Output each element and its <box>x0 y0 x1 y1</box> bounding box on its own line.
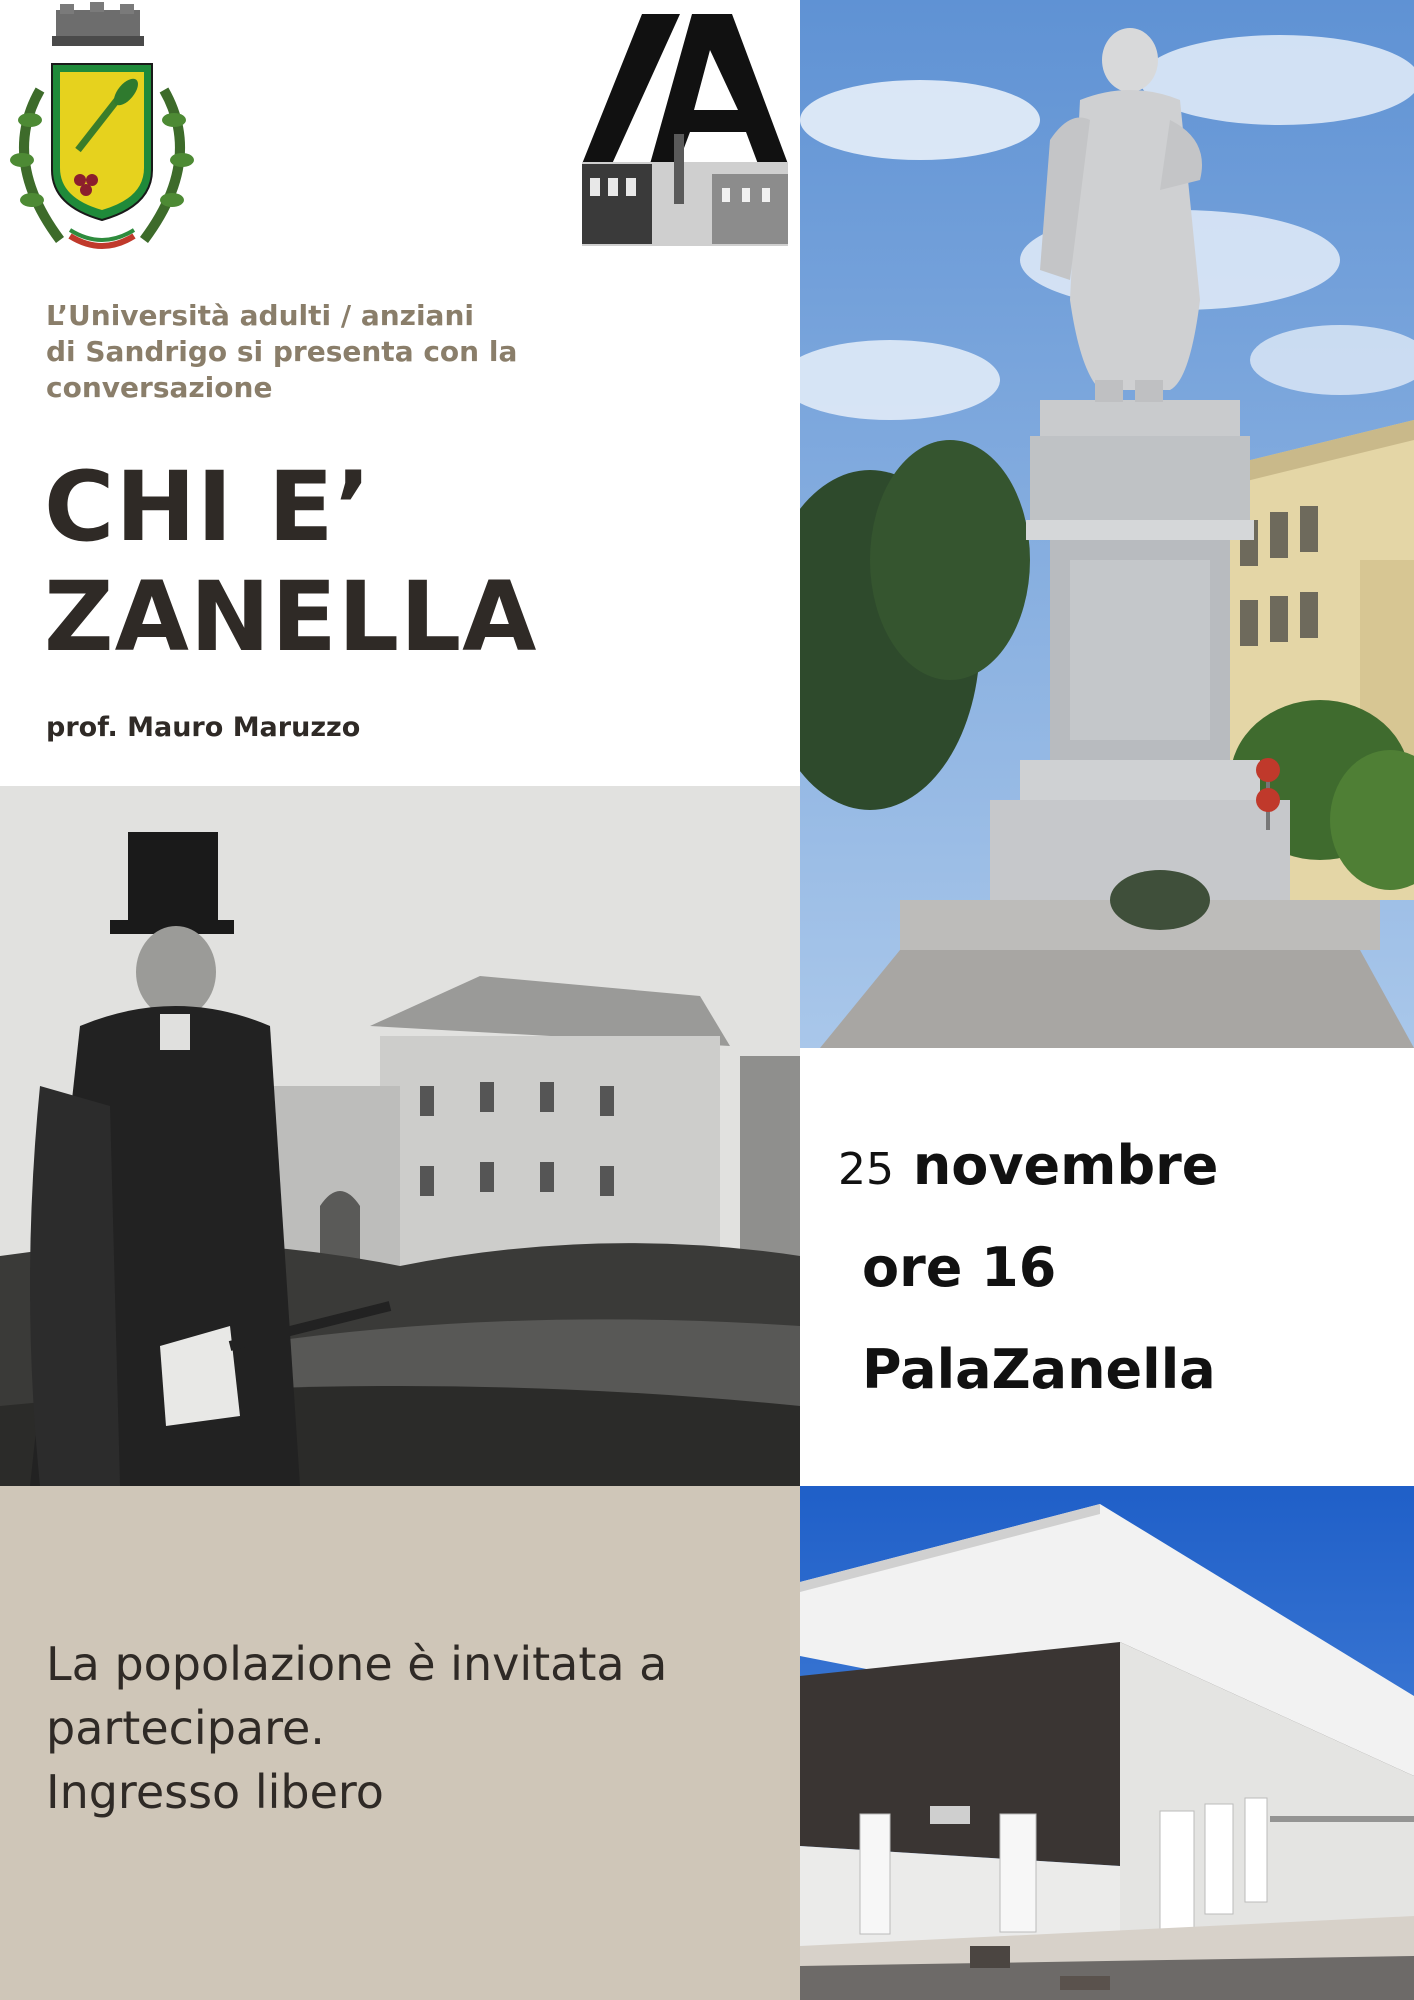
historic-photo <box>0 786 800 1486</box>
intro-text <box>46 298 606 406</box>
event-month: novembre <box>912 1134 1219 1197</box>
coat-of-arms-icon <box>0 0 204 262</box>
event-info <box>800 1048 1414 1486</box>
intro-line: L’Università adulti / anziani <box>46 299 474 332</box>
zanella-portrait-image <box>0 786 800 1486</box>
intro-line: conversazione <box>46 371 273 404</box>
page-title <box>44 452 744 672</box>
statue-image <box>800 0 1414 1048</box>
event-day: 25 <box>838 1144 894 1195</box>
invite-panel <box>0 1486 800 2000</box>
event-place: PalaZanella <box>862 1338 1216 1401</box>
palazanella-photo <box>800 1486 1414 2000</box>
event-date <box>838 1134 1218 1197</box>
invite-line: Ingresso libero <box>46 1765 384 1819</box>
invite-line: La popolazione è invitata a <box>46 1637 668 1691</box>
title-line-1: CHI E’ <box>44 451 372 563</box>
invite-line: partecipare. <box>46 1701 325 1755</box>
event-time: ore 16 <box>862 1236 1057 1299</box>
intro-line: di Sandrigo si presenta con la <box>46 335 518 368</box>
intro-panel <box>0 0 800 786</box>
statue-photo <box>800 0 1414 1048</box>
invite-text <box>46 1632 766 1824</box>
university-logo <box>582 14 788 246</box>
speaker-name: prof. Mauro Maruzzo <box>46 712 361 743</box>
palazanella-image <box>800 1486 1414 2000</box>
title-line-2: ZANELLA <box>44 561 538 673</box>
